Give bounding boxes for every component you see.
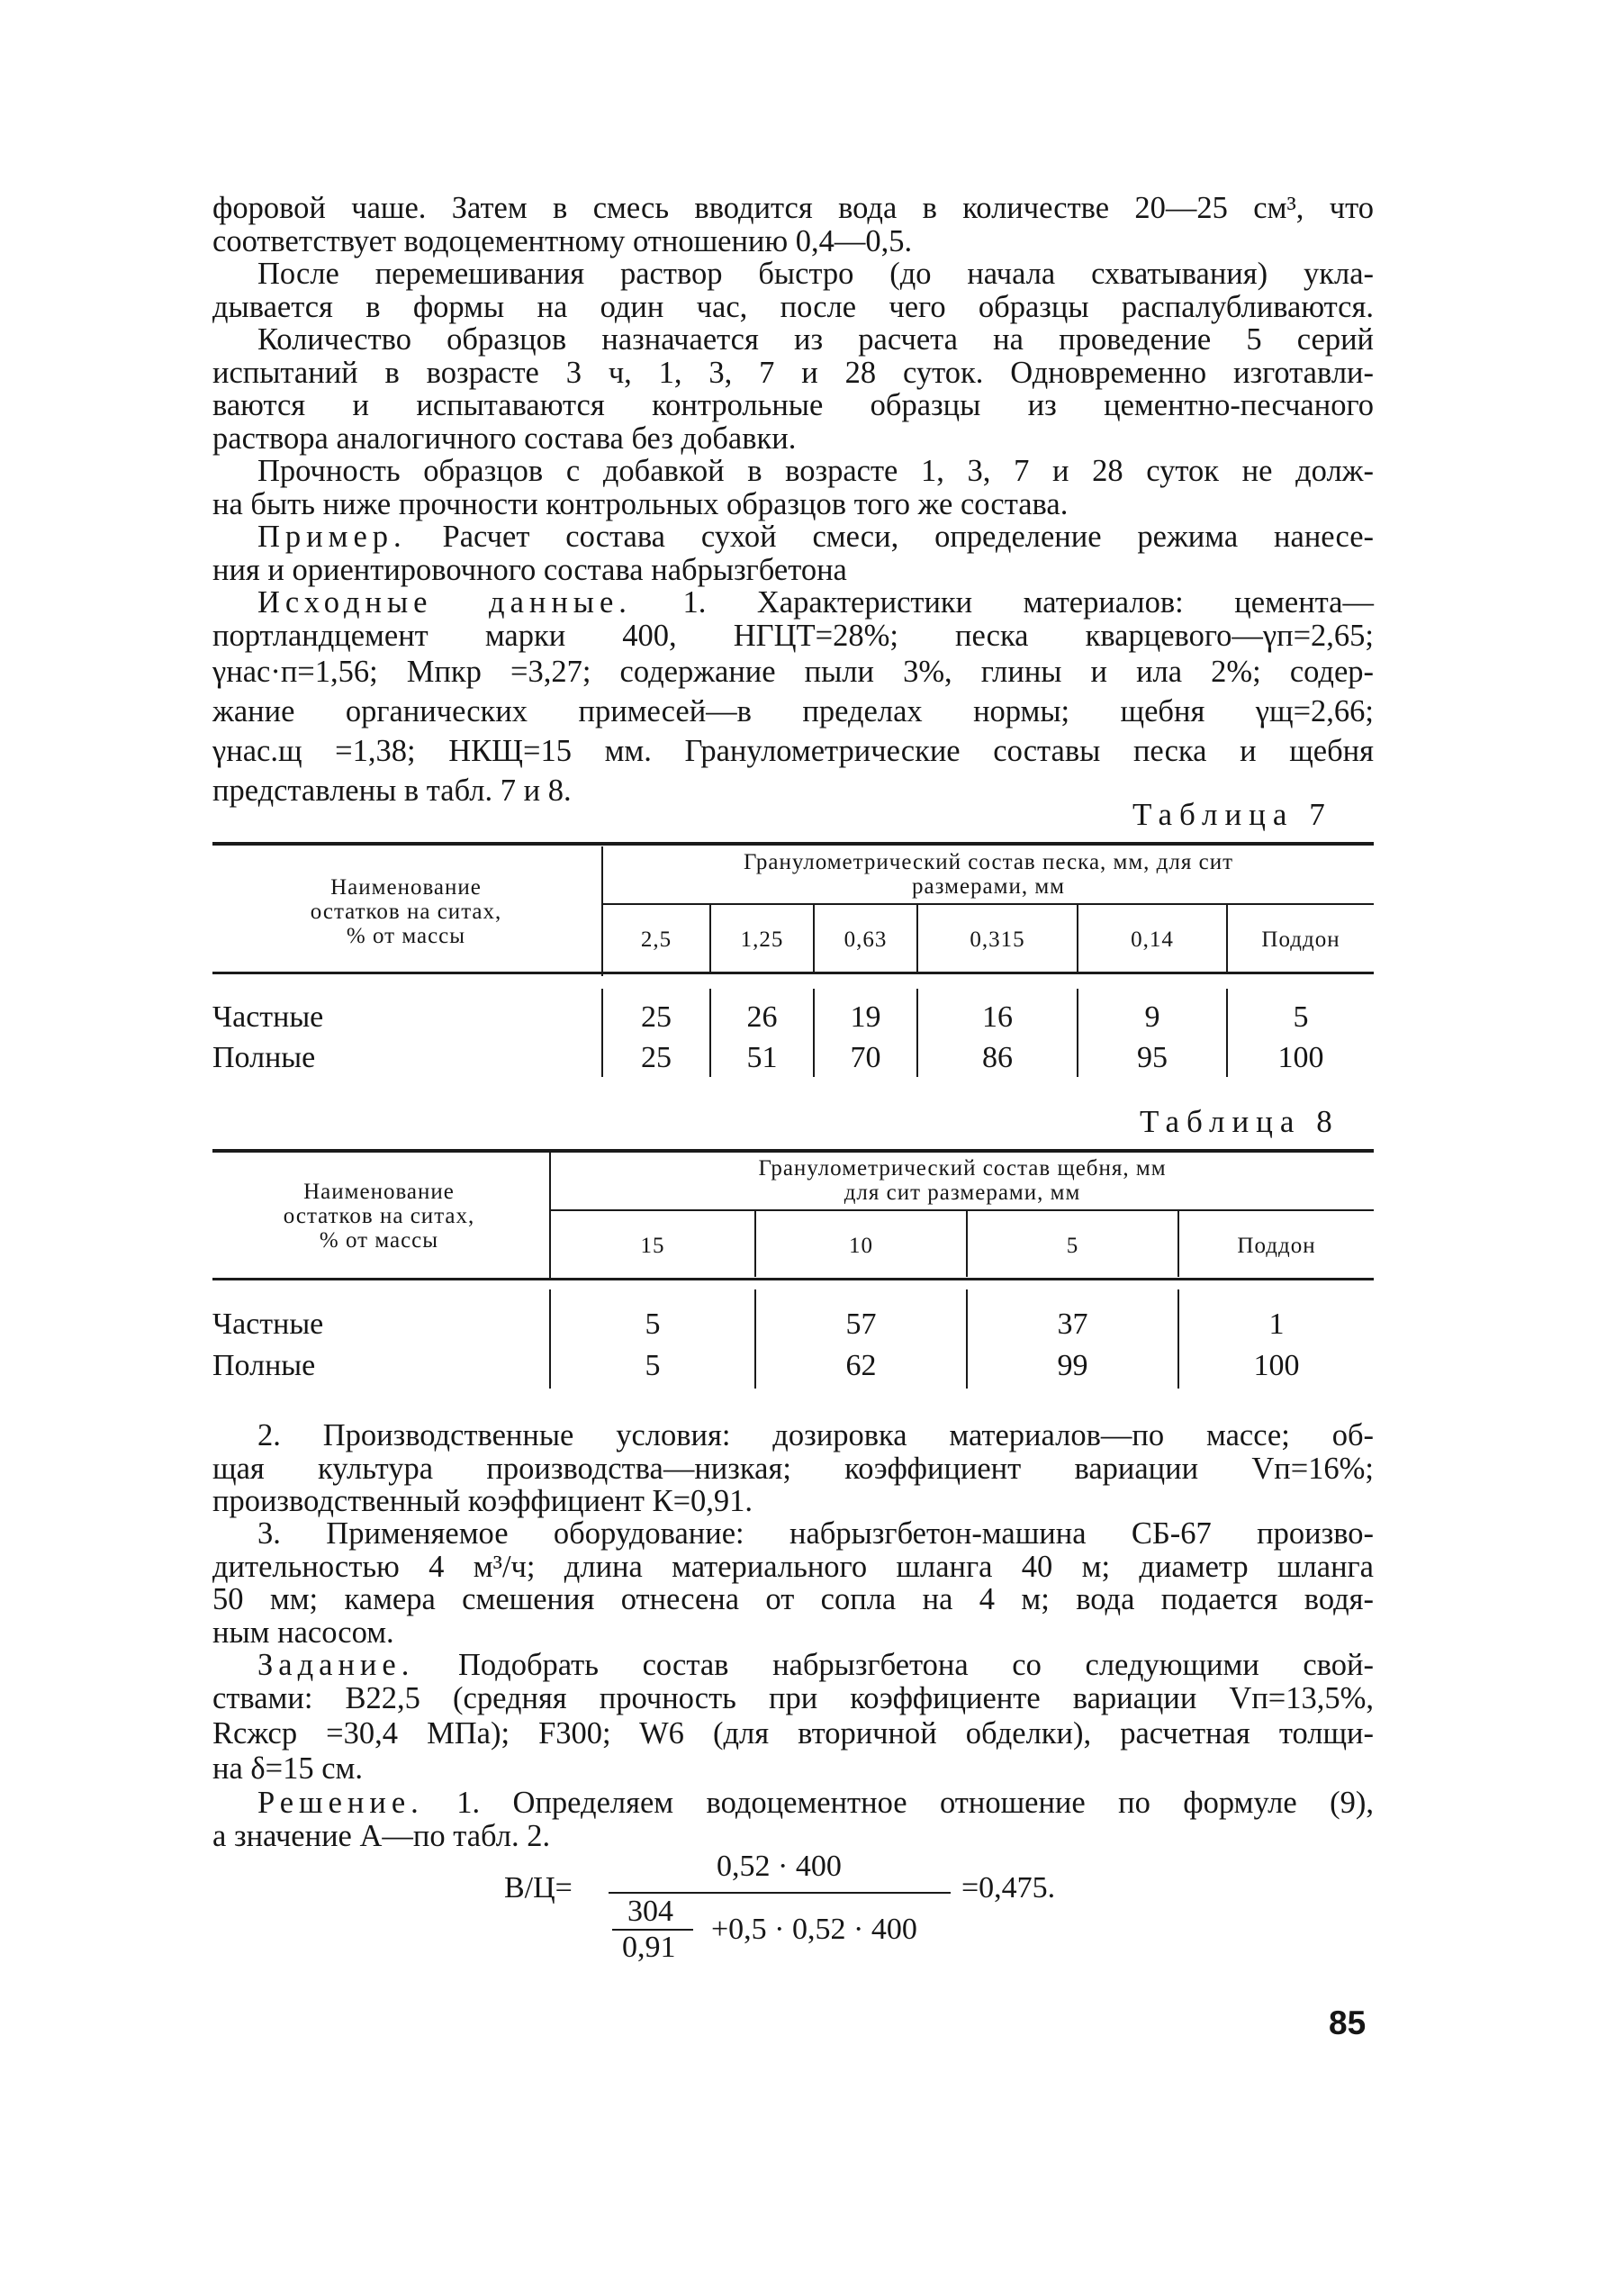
text-line: соответствует водоцементному отношению 0,4—0,5. bbox=[212, 223, 913, 258]
rowhead-line: % от массы bbox=[319, 1228, 439, 1253]
paragraph-equipment bbox=[212, 1517, 1374, 1649]
table7-subheader-rule bbox=[603, 903, 1374, 905]
table8-row-label: Частные bbox=[212, 1307, 324, 1341]
table7-col-header: Поддон bbox=[1261, 927, 1340, 952]
rowhead-line: остатков на ситах, bbox=[310, 900, 502, 924]
lead-word: Задание. bbox=[257, 1648, 415, 1682]
table7-cell: 16 bbox=[982, 1000, 1013, 1034]
text-fragment: Подобрать состав набрызгбетона со следующими свой- bbox=[414, 1648, 1374, 1682]
lead-word: Пример. bbox=[257, 520, 407, 554]
text-fragment: 1. Определяем водоцементное отношение по формуле (9), bbox=[423, 1786, 1374, 1820]
formula-inner-denominator: 0,91 bbox=[622, 1931, 676, 1964]
paragraph-production-conditions bbox=[212, 1419, 1374, 1518]
table7-col-header: 1,25 bbox=[740, 927, 784, 952]
text-line: щая культура производства—низкая; коэффициент вариации Vп=16%; bbox=[212, 1451, 1374, 1486]
text-line: ствами: B22,5 (средняя прочность при коэффициенте вариации Vп=13,5%, bbox=[212, 1680, 1374, 1715]
table7-col-header: 0,14 bbox=[1131, 927, 1174, 952]
table7-rowhead bbox=[212, 875, 600, 948]
table8-col-header: 5 bbox=[1066, 1234, 1079, 1258]
paragraph-1 bbox=[212, 192, 1374, 258]
colgroup-line: размерами, мм bbox=[912, 874, 1065, 899]
table7-cell: 86 bbox=[982, 1041, 1013, 1074]
text-line: форовой чаше. Затем в смесь вводится вода в количестве 20—25 см³, что bbox=[212, 191, 1374, 225]
text-fragment: 1. Характеристики материалов: цемента— bbox=[631, 585, 1374, 620]
text-line: ваются и испытаваются контрольные образцы из цементно-песчаного bbox=[212, 388, 1374, 422]
paragraph-initial-data bbox=[212, 586, 1374, 810]
paragraph-solution bbox=[212, 1787, 1374, 1852]
table7-row-label: Полные bbox=[212, 1041, 316, 1074]
table8-top-rule bbox=[212, 1149, 1374, 1153]
table7-row-label: Частные bbox=[212, 1000, 324, 1034]
table7-top-rule bbox=[212, 842, 1374, 846]
paragraph-2 bbox=[212, 258, 1374, 323]
table7-cell: 51 bbox=[746, 1041, 778, 1074]
table8-cell: 99 bbox=[1057, 1349, 1088, 1382]
text-line: портландцемент марки 400, НГЦТ=28%; песка кварцевого—γп=2,65; bbox=[212, 618, 1374, 653]
text-line: раствора аналогичного состава без добавки. bbox=[212, 421, 797, 456]
text-line bbox=[212, 1787, 1374, 1820]
formula-denominator-rest: +0,5 · 0,52 · 400 bbox=[711, 1913, 917, 1946]
text-line: 2. Производственные условия: дозировка материалов—по массе; об- bbox=[257, 1418, 1374, 1452]
table7-divider bbox=[601, 846, 603, 976]
formula-lhs: В/Ц= bbox=[504, 1871, 573, 1905]
text-line: производственный коэффициент К=0,91. bbox=[212, 1484, 753, 1518]
text-line bbox=[212, 1649, 1374, 1682]
colgroup-line: Гранулометрический состав щебня, мм bbox=[758, 1156, 1167, 1181]
table8-caption: Таблица 8 bbox=[1140, 1104, 1340, 1139]
colgroup-line: Гранулометрический состав песка, мм, для сит bbox=[743, 850, 1234, 874]
table8-rowhead bbox=[212, 1180, 546, 1253]
table7-cell: 70 bbox=[850, 1041, 881, 1074]
table7-caption: Таблица 7 bbox=[1132, 797, 1332, 832]
text-fragment: Расчет состава сухой смеси, определение режима нанесе- bbox=[406, 520, 1374, 554]
text-line: жание органических примесей—в пределах нормы; щебня γщ=2,66; bbox=[212, 694, 1374, 728]
table8-cell: 37 bbox=[1057, 1307, 1088, 1341]
text-line: ным насосом. bbox=[212, 1615, 394, 1650]
table8-colgroup-header bbox=[551, 1156, 1374, 1205]
table8-cell: 5 bbox=[645, 1307, 661, 1341]
table8-col-header: Поддон bbox=[1237, 1234, 1316, 1258]
text-line: испытаний в возрасте 3 ч, 1, 3, 7 и 28 суток. Одновременно изготавли- bbox=[212, 355, 1374, 390]
table7-cell: 5 bbox=[1293, 1000, 1309, 1034]
text-line: Прочность образцов с добавкой в возрасте 1, 3, 7 и 28 суток не долж- bbox=[257, 454, 1374, 488]
table8-row-label: Полные bbox=[212, 1349, 316, 1382]
text-line: γнас.щ =1,38; НКЩ=15 мм. Гранулометрические составы песка и щебня bbox=[212, 734, 1374, 768]
table8-cell: 1 bbox=[1268, 1307, 1285, 1341]
paragraph-3 bbox=[212, 323, 1374, 455]
table8-cell: 100 bbox=[1253, 1349, 1300, 1382]
text-line: дительностью 4 м³/ч; длина материального шланга 40 м; диаметр шланга bbox=[212, 1549, 1374, 1584]
text-line: γнас·п=1,56; Мпкр =3,27; содержание пыли 3%, глины и ила 2%; содер- bbox=[212, 655, 1374, 689]
table8-subheader-rule bbox=[551, 1209, 1374, 1211]
formula-inner-numerator: 304 bbox=[627, 1895, 673, 1928]
formula-main-bar bbox=[609, 1892, 951, 1894]
table8-col-header: 15 bbox=[640, 1234, 665, 1258]
table7-colgroup-header bbox=[603, 850, 1374, 899]
table7-cell: 95 bbox=[1137, 1041, 1168, 1074]
text-line bbox=[212, 520, 1374, 554]
table7-cell: 100 bbox=[1277, 1041, 1324, 1074]
paragraph-4 bbox=[212, 455, 1374, 520]
table8-cell: 57 bbox=[845, 1307, 877, 1341]
rowhead-line: % от массы bbox=[346, 924, 466, 948]
text-line: дывается в формы на один час, после чего образцы распалубливаются. bbox=[212, 289, 1374, 324]
table7-col-header: 2,5 bbox=[640, 927, 672, 952]
table8-header-rule bbox=[212, 1278, 1374, 1280]
text-line: Количество образцов назначается из расчета на проведение 5 серий bbox=[257, 322, 1374, 357]
text-line: После перемешивания раствор быстро (до начала схватывания) укла- bbox=[257, 257, 1374, 291]
table8-divider bbox=[549, 1153, 551, 1279]
table8-col-header: 10 bbox=[849, 1234, 873, 1258]
text-line bbox=[212, 586, 1374, 620]
table7-cell: 25 bbox=[641, 1041, 672, 1074]
rowhead-line: Наименование bbox=[330, 875, 482, 900]
text-line: Rсжср =30,4 МПа); F300; W6 (для вторичной обделки), расчетная толщи- bbox=[212, 1716, 1374, 1751]
paragraph-task bbox=[212, 1649, 1374, 1786]
rowhead-line: Наименование bbox=[303, 1180, 455, 1204]
text-line: а значение А—по табл. 2. bbox=[212, 1818, 551, 1853]
lead-word: Решение. bbox=[257, 1786, 424, 1820]
table7-col-header: 0,63 bbox=[844, 927, 888, 952]
colgroup-line: для сит размерами, мм bbox=[844, 1181, 1081, 1205]
text-line: на δ=15 см. bbox=[212, 1751, 364, 1786]
table8-cell: 5 bbox=[645, 1349, 661, 1382]
paragraph-example bbox=[212, 520, 1374, 586]
text-line: ния и ориентировочного состава набрызгбетона bbox=[212, 552, 847, 587]
text-line: 50 мм; камера смешения отнесена от сопла на 4 м; вода подается водя- bbox=[212, 1582, 1374, 1616]
table7-cell: 19 bbox=[850, 1000, 881, 1034]
table7-header-rule bbox=[212, 972, 1374, 974]
lead-word: Исходные данные. bbox=[257, 585, 632, 620]
table8-cell: 62 bbox=[845, 1349, 877, 1382]
table7-cell: 25 bbox=[641, 1000, 672, 1034]
formula-result: =0,475. bbox=[961, 1871, 1056, 1905]
text-line: 3. Применяемое оборудование: набрызгбетон-машина СБ-67 произво- bbox=[257, 1516, 1374, 1551]
table7-cell: 26 bbox=[746, 1000, 778, 1034]
text-line: представлены в табл. 7 и 8. bbox=[212, 774, 572, 808]
text-line: на быть ниже прочности контрольных образцов того же состава. bbox=[212, 486, 1069, 521]
rowhead-line: остатков на ситах, bbox=[283, 1204, 475, 1228]
page-number: 85 bbox=[1329, 2004, 1367, 2041]
formula-numerator: 0,52 · 400 bbox=[717, 1850, 842, 1883]
table7-col-header: 0,315 bbox=[970, 927, 1025, 952]
table7-cell: 9 bbox=[1144, 1000, 1160, 1034]
